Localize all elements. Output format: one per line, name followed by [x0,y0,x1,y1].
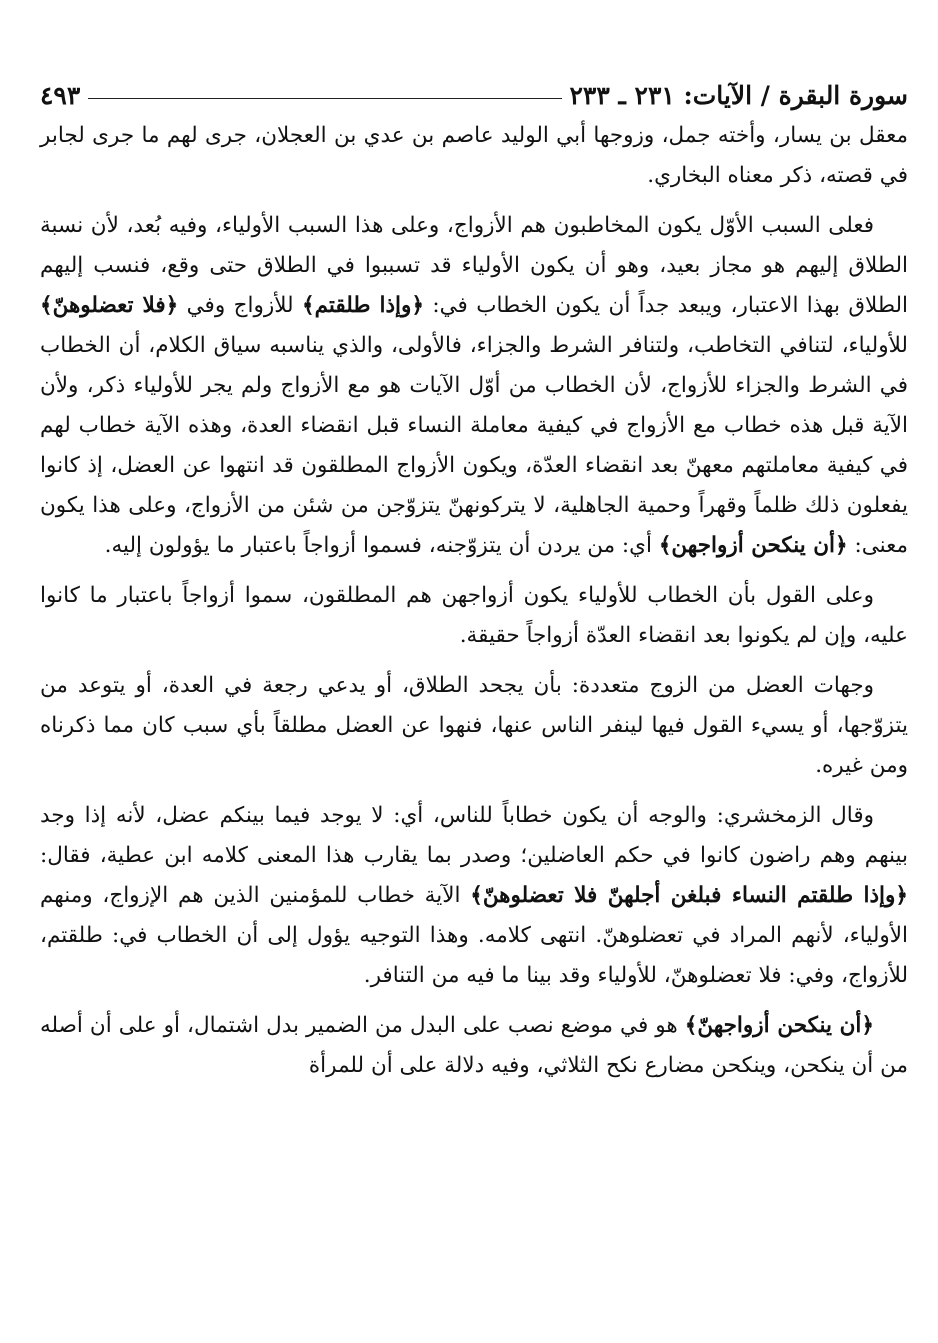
paragraph-text: معقل بن يسار، وأخته جمل، وزوجها أبي الوليد عاصم بن عدي بن العجلان، جرى لهم ما جرى لجابر في قصته، ذكر معناه البخاري. [40,123,908,188]
paragraph-text: أي: من يردن أن يتزوّجنه، فسموا أزواجاً باعتبار ما يؤولون إليه. [104,533,659,558]
quran-quote: ﴿فلا تعضلوهنّ﴾ [40,293,179,318]
document-page [40,70,908,1096]
header-rule [88,98,561,99]
quran-quote: ﴿وإذا طلقتم النساء فبلغن أجلهنّ فلا تعضلوهنّ﴾ [470,883,908,908]
paragraph [40,576,908,656]
page-header [40,70,908,110]
paragraph [40,116,908,196]
paragraph [40,666,908,786]
paragraph [40,796,908,996]
paragraph-text: للأولياء، لتنافي التخاطب، ولتنافر الشرط والجزاء، فالأولى، والذي يناسبه سياق الكلام، أن الخطاب في الشرط والجزاء للأزواج، لأن الخطاب من أوّل الآيات هو مع الأزواج ولم يجر للأولياء ذكر، ولأن الآية قبل هذه خطاب مع الأزواج في كيفية معاملة النساء قبل انقضاء العدة، وهذه الآية خطاب لهم في كيفية معاملتهم معهنّ بعد انقضاء العدّة، ويكون الأزواج المطلقون قد انتهوا عن العضل، إذ كانوا يفعلون ذلك ظلماً وقهراً وحمية الجاهلية، لا يتركونهنّ يتزوّجن من شئن من الأزواج، وعلى هذا يكون معنى: [40,333,908,558]
paragraph-text: الآية خطاب للمؤمنين الذين هم الإزواج، ومنهم الأولياء، لأنهم المراد في تعضلوهنّ. انتهى كلامه. وهذا التوجيه يؤول إلى أن الخطاب في: طلقتم، للأزواج، وفي: فلا تعضلوهنّ، للأولياء وقد بينا ما فيه من التنافر. [40,883,908,988]
paragraph-text: وقال الزمخشري: والوجه أن يكون خطاباً للناس، أي: لا يوجد فيما بينكم عضل، لأنه إذا وجد بينهم وهم راضون كانوا في حكم العاضلين؛ وصدر بما يقارب هذا المعنى كلامه ابن عطية، فقال: [40,803,908,868]
page-number: ٤٩٣ [40,81,81,110]
surah-title: سورة البقرة / الآيات: ٢٣١ ـ ٢٣٣ [569,81,908,110]
paragraph [40,1006,908,1086]
body-text [40,116,908,1086]
quran-quote: ﴿أن ينكحن أزواجهن﴾ [658,533,848,558]
quran-quote: ﴿وإذا طلقتم﴾ [301,293,425,318]
paragraph [40,206,908,566]
paragraph-text: وجهات العضل من الزوج متعددة: بأن يجحد الطلاق، أو يدعي رجعة في العدة، أو يتوعد من يتزوّجها، أو يسيء القول فيها لينفر الناس عنها، فنهوا عن العضل مطلقاً بأي سبب كان مما ذكرناه ومن غيره. [40,673,908,778]
paragraph-text: هو في موضع نصب على البدل من الضمير بدل اشتمال، أو على أن أصله من أن ينكحن، وينكحن مضارع نكح الثلاثي، وفيه دلالة على أن للمرأة [40,1013,908,1078]
quran-quote: ﴿أن ينكحن أزواجهنّ﴾ [684,1013,874,1038]
paragraph-text: فعلى السبب الأوّل يكون المخاطبون هم الأزواج، وعلى هذا السبب الأولياء، وفيه بُعد، لأن نسبة الطلاق إليهم هو مجاز بعيد، وهو أن يكون الأولياء قد تسببوا في الطلاق حتى وقع، فنسب إليهم الطلاق بهذا الاعتبار، ويبعد جداً أن يكون الخطاب في: [40,213,908,318]
paragraph-text: للأزواج وفي [178,293,302,318]
paragraph-text: وعلى القول بأن الخطاب للأولياء يكون أزواجهن هم المطلقون، سموا أزواجاً باعتبار ما كانوا عليه، وإن لم يكونوا بعد انقضاء العدّة أزواجاً حقيقة. [40,583,908,648]
